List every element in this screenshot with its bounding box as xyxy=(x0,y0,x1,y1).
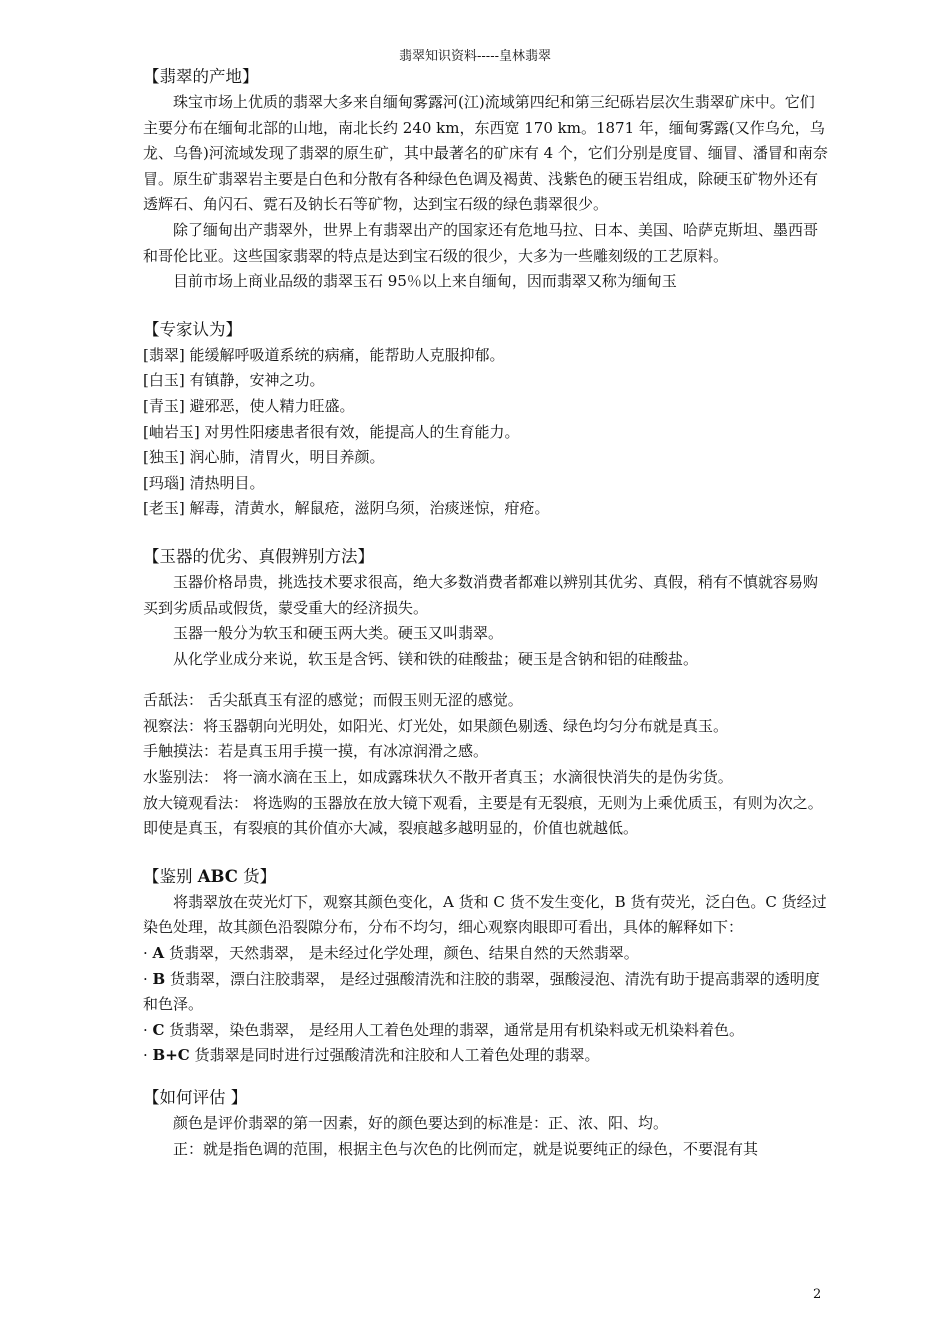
section-title-origin: 【翡翠的产地】 xyxy=(143,67,259,86)
method-water: 水鉴别法： 将一滴水滴在玉上，如成露珠状久不散开者真玉；水滴很快消失的是伪劣货。 xyxy=(143,768,733,787)
origin-paragraph-1: 珠宝市场上优质的翡翠大多来自缅甸雾露河(江)流域第四纪和第三纪砾岩层次生翡翠矿床中。它们主要分布在缅甸北部的山地，南北长约 240 km，东西宽 170 km。1871 年，缅甸雾露(又作乌允，乌龙、乌鲁)河流域发现了翡翠的原生矿，其中最著名的矿床有 4 个，它们分别是度冒、缅冒、潘冒和南奈冒。原生矿翡翠岩主要是白色和分散有各种绿色色调及褐黄、浅紫色的硬玉岩组成，除硬玉矿物外还有透辉石、角闪石、霓石及钠长石等矿物，达到宝石级的绿色翡翠很少。 xyxy=(143,93,828,214)
bullet: · xyxy=(143,944,153,963)
grade-label: B xyxy=(152,969,166,988)
page-header: 翡翠知识资料-----皇林翡翠 xyxy=(399,49,551,64)
bullet: · xyxy=(143,1046,153,1065)
expert-item-green-jade: [青玉] 避邪恶，使人精力旺盛。 xyxy=(143,396,355,415)
abc-item-c xyxy=(143,1018,828,1044)
origin-paragraph-3: 目前市场上商业品级的翡翠玉石 95％以上来自缅甸，因而翡翠又称为缅甸玉 xyxy=(173,272,677,291)
section-title-experts: 【专家认为】 xyxy=(143,319,242,339)
section-title-identify: 【玉器的优劣、真假辨别方法】 xyxy=(143,546,374,566)
abc-title-prefix: 【鉴别 xyxy=(143,866,198,886)
grade-text: 货翡翠，天然翡翠， 是未经过化学处理，颜色、结果自然的天然翡翠。 xyxy=(164,944,639,963)
expert-item-jadeite: [翡翠] 能缓解呼吸道系统的病痛，能帮助人克服抑郁。 xyxy=(143,345,505,364)
expert-item-xiuyan-jade: [岫岩玉] 对男性阳痿患者很有效，能提高人的生育能力。 xyxy=(143,422,520,441)
bullet: · xyxy=(143,1020,153,1039)
abc-item-b xyxy=(143,967,828,1018)
bullet: · xyxy=(143,969,153,988)
abc-item-bc xyxy=(143,1043,828,1069)
section-title-evaluate: 【如何评估 】 xyxy=(143,1088,248,1107)
grade-label: B+C xyxy=(152,1046,190,1065)
page-number: 2 xyxy=(813,1287,822,1302)
origin-paragraph-2: 除了缅甸出产翡翠外，世界上有翡翠出产的国家还有危地马拉、日本、美国、哈萨克斯坦、墨西哥和哥伦比亚。这些国家翡翠的特点是达到宝石级的很少，大多为一些雕刻级的工艺原料。 xyxy=(143,220,819,265)
grade-text: 货翡翠是同时进行过强酸清洗和注胶和人工着色处理的翡翠。 xyxy=(189,1046,600,1065)
expert-item-du-jade: [独玉] 润心肺，清胃火，明目养颜。 xyxy=(143,448,385,467)
expert-item-white-jade: [白玉] 有镇静，安神之功。 xyxy=(143,371,325,390)
evaluate-paragraph-2: 正：就是指色调的范围，根据主色与次色的比例而定，就是说要纯正的绿色，不要混有其 xyxy=(173,1139,759,1158)
grade-text: 货翡翠，染色翡翠， 是经用人工着色处理的翡翠，通常是用有机染料或无机染料着色。 xyxy=(164,1020,745,1039)
method-magnifier: 放大镜观看法： 将选购的玉器放在放大镜下观看，主要是有无裂痕，无则为上乘优质玉，有则为次之。即使是真玉，有裂痕的其价值亦大减，裂痕越多越明显的，价值也就越低。 xyxy=(143,793,823,838)
identify-paragraph-1: 玉器价格昂贵，挑选技术要求很高，绝大多数消费者都难以辨别其优劣、真假，稍有不慎就容易购买到劣质品或假货，蒙受重大的经济损失。 xyxy=(143,572,819,617)
method-visual: 视察法：将玉器朝向光明处，如阳光、灯光处，如果颜色剔透、绿色均匀分布就是真玉。 xyxy=(143,716,729,735)
expert-item-agate: [玛瑙] 清热明目。 xyxy=(143,473,265,492)
method-touch: 手触摸法：若是真玉用手摸一摸，有冰凉润滑之感。 xyxy=(143,742,489,761)
abc-title-suffix: 货】 xyxy=(237,866,277,886)
document-body xyxy=(143,64,828,1162)
grade-label: A xyxy=(152,944,165,963)
evaluate-paragraph-1: 颜色是评价翡翠的第一因素，好的颜色要达到的标准是：正、浓、阳、均。 xyxy=(173,1114,669,1132)
abc-title-bold: ABC xyxy=(197,866,238,886)
section-title-abc xyxy=(143,864,828,890)
expert-item-old-jade: [老玉] 解毒，清黄水，解鼠疮，滋阴乌须，治痰迷惊，疳疮。 xyxy=(143,499,550,518)
identify-paragraph-3: 从化学业成分来说，软玉是含钙、镁和铁的硅酸盐；硬玉是含钠和铝的硅酸盐。 xyxy=(173,649,699,668)
identify-paragraph-2: 玉器一般分为软玉和硬玉两大类。硬玉又叫翡翠。 xyxy=(173,624,504,643)
method-tongue: 舌舐法： 舌尖舐真玉有涩的感觉；而假玉则无涩的感觉。 xyxy=(143,691,523,710)
abc-paragraph-1: 将翡翠放在荧光灯下，观察其颜色变化，A 货和 C 货不发生变化，B 货有荧光，泛白色。C 货经过染色处理，故其颜色沿裂隙分布，分布不均匀，细心观察肉眼即可看出，具体的解释如下： xyxy=(143,892,827,937)
grade-label: C xyxy=(152,1020,165,1039)
abc-item-a xyxy=(143,941,828,967)
grade-text: 货翡翠，漂白注胶翡翠， 是经过强酸清洗和注胶的翡翠，强酸浸泡、清洗有助于提高翡翠的透明度和色泽。 xyxy=(143,969,820,1014)
